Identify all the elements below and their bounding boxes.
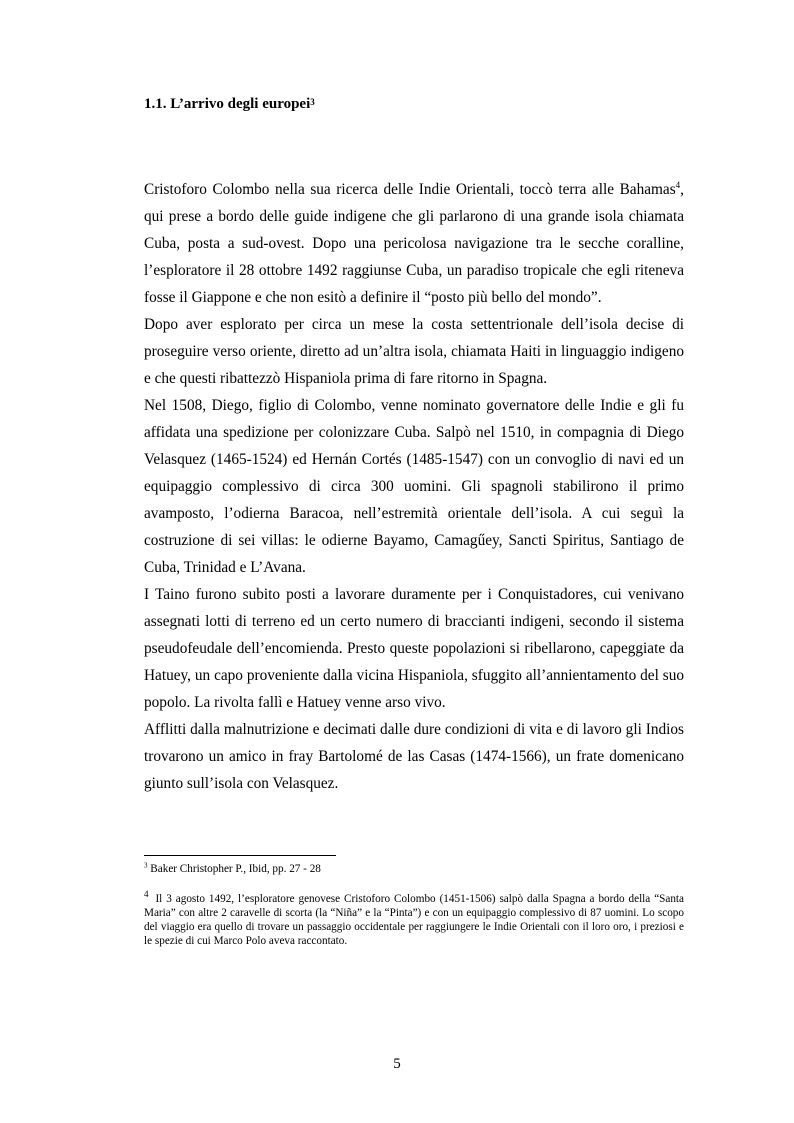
footnote-separator	[144, 855, 336, 856]
footnote-number: 3	[144, 861, 148, 870]
section-title-text: 1.1. L’arrivo degli europei	[144, 96, 311, 112]
footnote-ref-3: 3	[310, 97, 315, 107]
page-number: 5	[393, 1056, 401, 1072]
paragraph-1	[144, 176, 684, 311]
footnote-ref-4: 4	[675, 179, 681, 190]
section-title	[144, 94, 315, 114]
body-text	[144, 176, 684, 797]
paragraph-2: Dopo aver esplorato per circa un mese la costa settentrionale dell’isola decise di proseguire verso oriente, diretto ad un’altra isola, chiamata Haiti in linguaggio indigeno e che questi ribattezzò Hispaniola prima di fare ritorno in Spagna.	[144, 316, 684, 387]
footnote-4	[144, 889, 685, 948]
paragraph-4: I Taino furono subito posti a lavorare duramente per i Conquistadores, cui venivano assegnati lotti di terreno ed un certo numero di braccianti indigeni, secondo il sistema pseudofeudale dell’encomienda. Presto queste popolazioni si ribellarono, capeggiate da Hatuey, un capo proveniente dalla vicina Hispaniola, sfuggito all’annientamento del suo popolo. La rivolta fallì e Hatuey venne arso vivo.	[144, 586, 684, 711]
paragraph-5: Afflitti dalla malnutrizione e decimati dalle dure condizioni di vita e di lavoro gli Indios trovarono un amico in fray Bartolomé de las Casas (1474-1566), un frate domenicano giunto sull’isola con Velasquez.	[144, 721, 684, 792]
footnote-text: Il 3 agosto 1492, l’esploratore genovese Cristoforo Colombo (1451-1506) salpò dalla Spagna a bordo della “Santa Maria” con altre 2 caravelle di scorta (la “Niña” e la “Pinta”) e con un equipaggio complessivo di 87 uomini. Lo scopo del viaggio era quello di trovare un passaggio occidentale per raggiungere le Indie Orientali con il loro oro, i preziosi e le spezie di cui Marco Polo aveva raccontato.	[144, 893, 685, 947]
paragraph-1-start: Cristoforo Colombo nella sua ricerca delle Indie Orientali, toccò terra alle Bahamas	[144, 181, 676, 198]
paragraph-1-end: , qui prese a bordo delle guide indigene che gli parlarono di una grande isola chiamata Cuba, posta a sud-ovest. Dopo una pericolosa navigazione tra le secche coralline, l’esploratore il 28 ottobre 1492 raggiunse Cuba, un paradiso tropicale che egli riteneva fosse il Giappone e che non esitò a definire il “posto più bello del mondo”.	[144, 181, 684, 306]
paragraph-3: Nel 1508, Diego, figlio di Colombo, venne nominato governatore delle Indie e gli fu affidata una spedizione per colonizzare Cuba. Salpò nel 1510, in compagnia di Diego Velasquez (1465-1524) ed Hernán Cortés (1485-1547) con un convoglio di navi ed un equipaggio complessivo di circa 300 uomini. Gli spagnoli stabilirono il primo avamposto, l’odierna Baracoa, nell’estremità orientale dell’isola. A cui seguì la costruzione di sei villas: le odierne Bayamo, Camagűey, Sancti Spiritus, Santiago de Cuba, Trinidad e L’Avana.	[144, 397, 684, 576]
footnotes	[144, 862, 684, 948]
footnote-text: Baker Christopher P., Ibid, pp. 27 - 28	[150, 863, 321, 875]
footnote-number: 4	[144, 889, 149, 900]
footnote-3	[144, 862, 684, 876]
